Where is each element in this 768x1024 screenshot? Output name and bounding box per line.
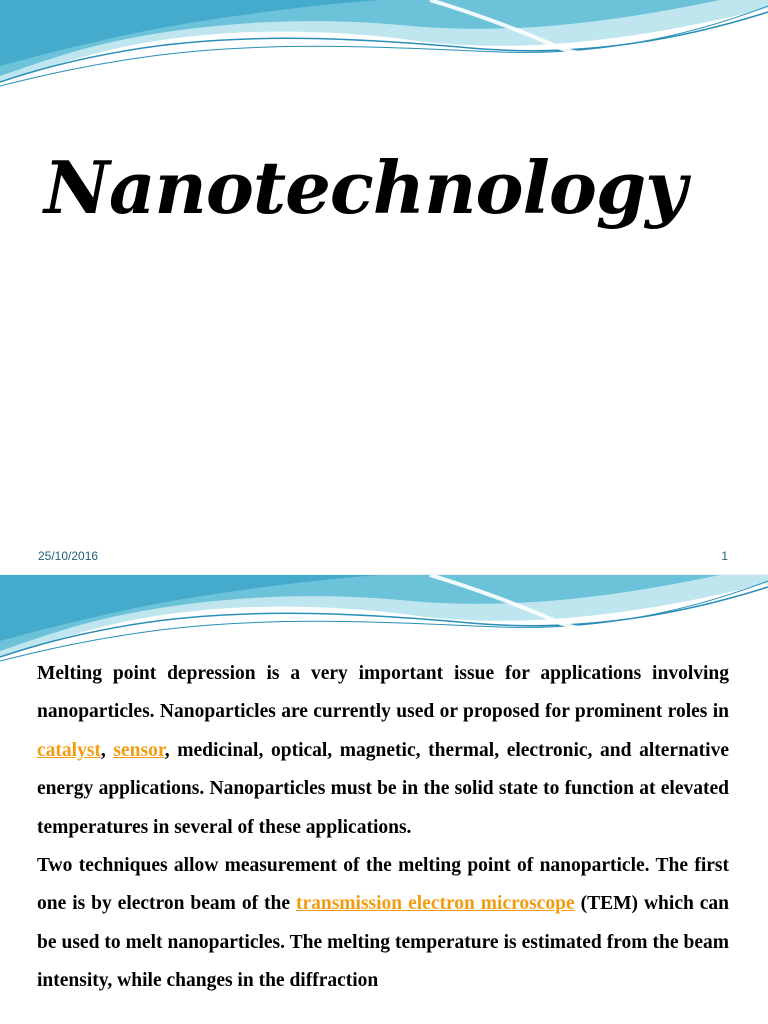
catalyst-link[interactable]: catalyst [37,739,101,761]
text-segment: Melting point depression is a very important issue for applications involving nanoparticles. Nanoparticles are currently used or proposed for prominent roles in [37,663,729,723]
slide-title: Nanotechnology [44,145,687,230]
text-segment: , medicinal, optical, magnetic, thermal, electronic, and alternative energy applications. Nanoparticles must be in the solid state to function at elevated temperatures in several of these applications. [37,739,730,838]
text-segment: (TEM) which can be used to melt nanoparticles. The melting temperature is estimated from the beam intensity, while changes in the diffraction [37,893,730,992]
tem-link[interactable]: transmission electron microscope [295,893,575,915]
paragraph-melting-point [37,655,729,847]
slide-2 [0,575,768,1024]
text-segment: , [100,739,114,761]
footer-page-number: 1 [721,549,728,563]
text-segment: Two techniques allow measurement of the melting point of nanoparticle. The first one is by electron beam of the [37,855,729,915]
wave-header-decoration [0,0,768,100]
footer-date: 25/10/2016 [38,549,99,563]
paragraph-techniques [37,847,729,1001]
sensor-link[interactable]: sensor [113,739,165,761]
slide-body-text [37,655,729,1001]
